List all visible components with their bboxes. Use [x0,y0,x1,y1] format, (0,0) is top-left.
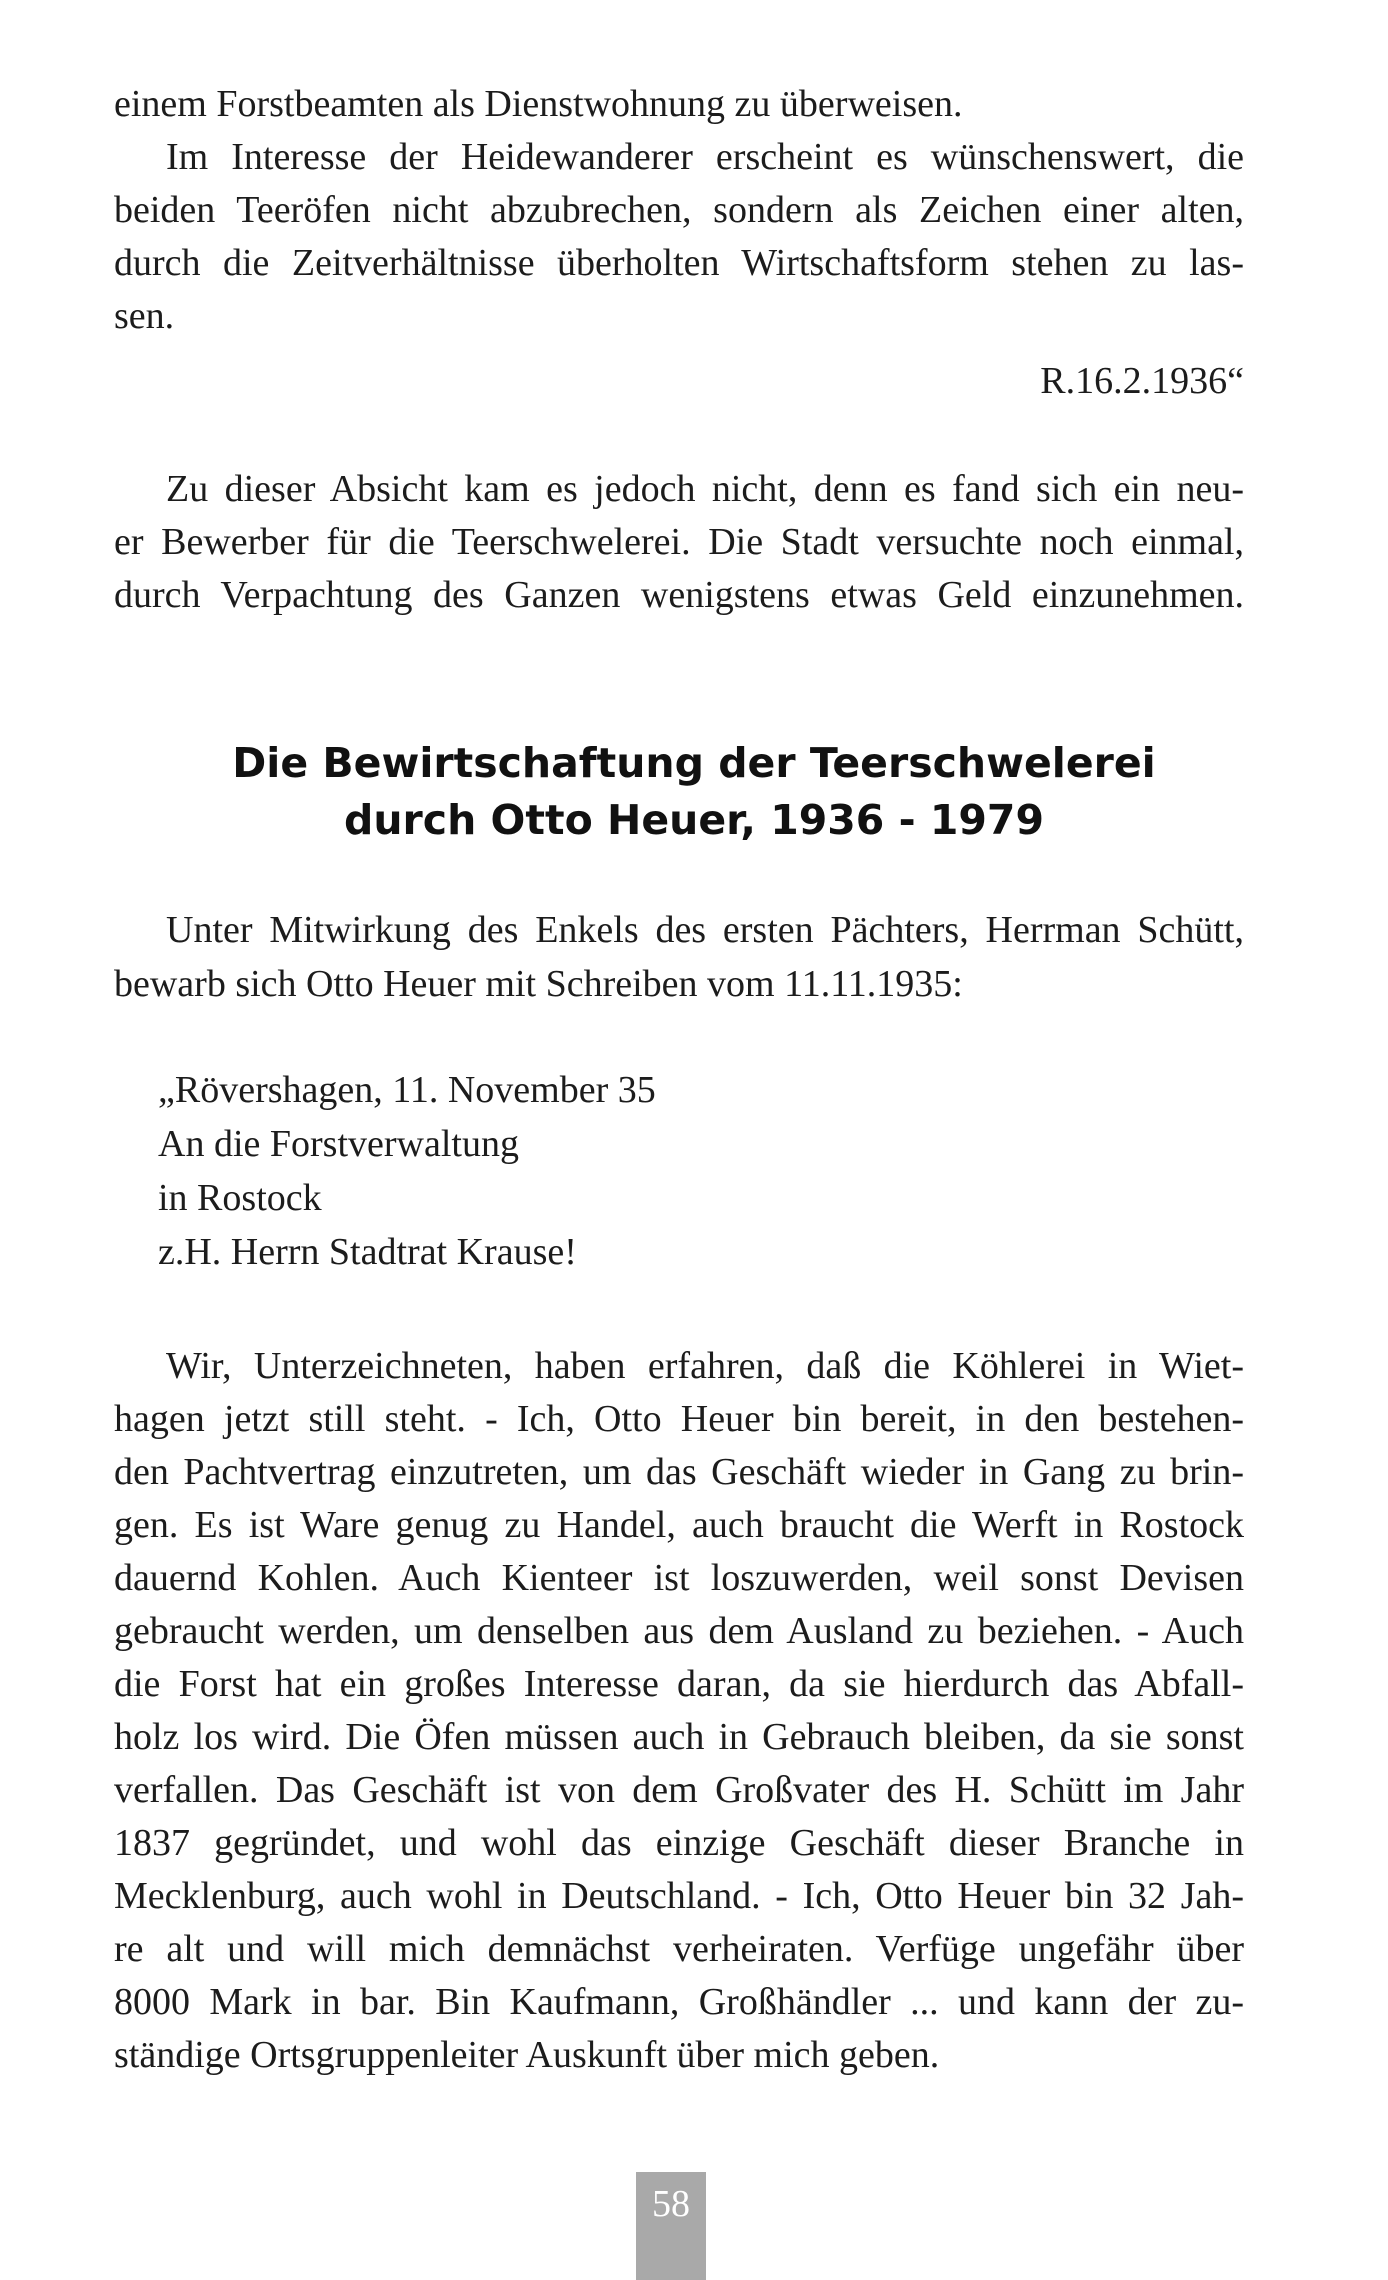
section-heading-line-1: Die Bewirtschaftung der Teerschwelerei [232,739,1156,787]
letter-body-line-9: verfallen. Das Geschäft ist von dem Großvater des H. Schütt im Jahr [114,1769,1244,1811]
top-paragraph-line-4: durch die Zeitverhältnisse überholten Wirtschaftsform stehen zu las- [114,242,1244,284]
intro-paragraph-line-2: bewarb sich Otto Heuer mit Schreiben vom 11.11.1935: [114,963,963,1005]
letter-body-line-6: gebraucht werden, um denselben aus dem Ausland zu beziehen. - Auch [114,1610,1244,1652]
signature-date: R.16.2.1936“ [1040,360,1244,402]
letter-body-line-14: ständige Ortsgruppenleiter Auskunft über mich geben. [114,2034,940,2076]
top-paragraph-line-2: Im Interesse der Heidewanderer erscheint es wünschenswert, die [166,136,1244,178]
intro-paragraph-line-1: Unter Mitwirkung des Enkels des ersten Pächters, Herrman Schütt, [166,909,1244,951]
letter-attention: z.H. Herrn Stadtrat Krause! [158,1231,577,1273]
second-paragraph-line-3: durch Verpachtung des Ganzen wenigstens etwas Geld einzunehmen. [114,574,1244,616]
letter-body-line-5: dauernd Kohlen. Auch Kienteer ist loszuwerden, weil sonst Devisen [114,1557,1244,1599]
section-heading-line-2: durch Otto Heuer, 1936 - 1979 [344,796,1044,844]
top-paragraph-line-3: beiden Teeröfen nicht abzubrechen, sondern als Zeichen einer alten, [114,189,1244,231]
letter-body-line-11: Mecklenburg, auch wohl in Deutschland. - Ich, Otto Heuer bin 32 Jah- [114,1875,1244,1917]
letter-body-line-1: Wir, Unterzeichneten, haben erfahren, daß die Köhlerei in Wiet- [166,1345,1244,1387]
letter-body-line-8: holz los wird. Die Öfen müssen auch in Gebrauch bleiben, da sie sonst [114,1716,1244,1758]
page-number: 58 [636,2172,706,2280]
letter-body-line-3: den Pachtvertrag einzutreten, um das Geschäft wieder in Gang zu brin- [114,1451,1244,1493]
letter-body-line-7: die Forst hat ein großes Interesse daran, da sie hierdurch das Abfall- [114,1663,1244,1705]
letter-body-line-4: gen. Es ist Ware genug zu Handel, auch braucht die Werft in Rostock [114,1504,1244,1546]
letter-body-line-10: 1837 gegründet, und wohl das einzige Geschäft dieser Branche in [114,1822,1244,1864]
letter-recipient-city: in Rostock [158,1177,322,1219]
second-paragraph-line-1: Zu dieser Absicht kam es jedoch nicht, denn es fand sich ein neu- [166,468,1244,510]
top-paragraph-line-1: einem Forstbeamten als Dienstwohnung zu überweisen. [114,83,963,125]
letter-place-date: „Rövershagen, 11. November 35 [158,1069,656,1111]
second-paragraph-line-2: er Bewerber für die Teerschwelerei. Die Stadt versuchte noch einmal, [114,521,1244,563]
letter-body-line-2: hagen jetzt still steht. - Ich, Otto Heuer bin bereit, in den bestehen- [114,1398,1244,1440]
letter-body-line-13: 8000 Mark in bar. Bin Kaufmann, Großhändler ... und kann der zu- [114,1981,1244,2023]
letter-body-line-12: re alt und will mich demnächst verheiraten. Verfüge ungefähr über [114,1928,1244,1970]
letter-recipient: An die Forstverwaltung [158,1123,519,1165]
top-paragraph-line-5: sen. [114,295,175,337]
